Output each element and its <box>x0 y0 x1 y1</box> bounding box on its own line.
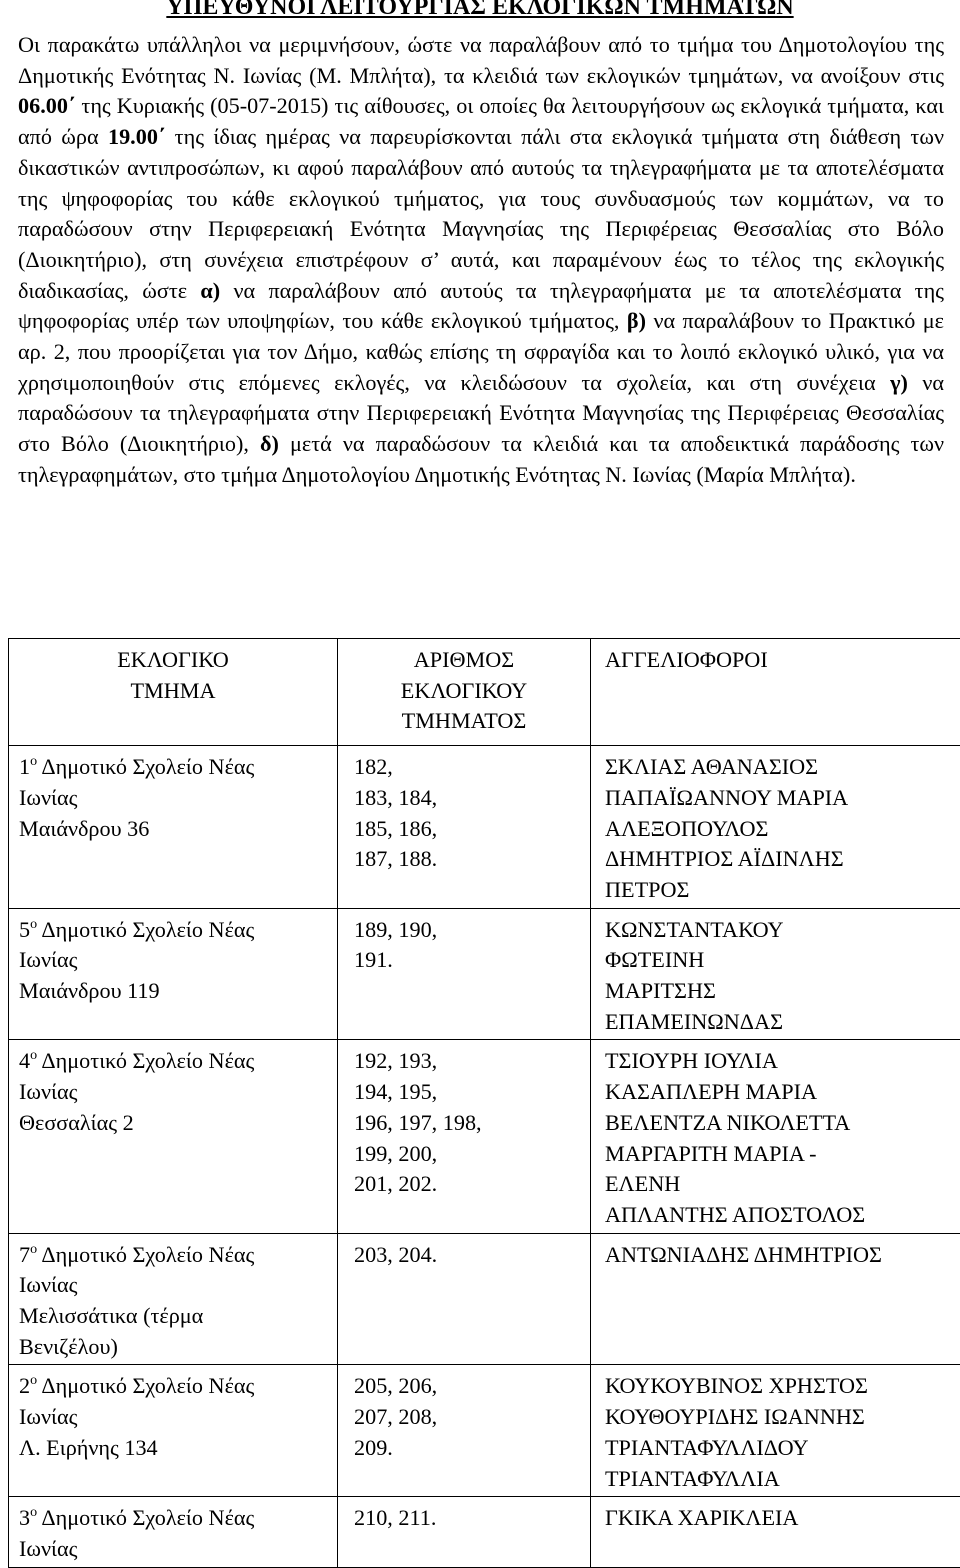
school-name: $4^o$ Δημοτικό Σχολείο Νέας <box>19 1046 329 1077</box>
polling-stations-table <box>8 638 960 1568</box>
messenger-name-line: ΒΕΛΕΝΤΖΑ ΝΙΚΟΛΕΤΤΑ <box>605 1108 960 1139</box>
messengers-cell <box>591 1040 960 1233</box>
table-header-row <box>9 639 960 746</box>
table-row <box>9 908 960 1040</box>
station-number-line: 189, 190, <box>354 915 582 946</box>
school-address-line: Θεσσαλίας 2 <box>19 1108 329 1139</box>
school-name: $3^o$ Δημοτικό Σχολείο Νέας <box>19 1503 329 1534</box>
school-address-line: Μαιάνδρου 119 <box>19 976 329 1007</box>
table-row <box>9 1233 960 1365</box>
table-row <box>9 1497 960 1567</box>
messengers-cell <box>591 908 960 1040</box>
messenger-name-line: ΜΑΡΓΑΡΙΤΗ ΜΑΡΙΑ - <box>605 1139 960 1170</box>
station-number-line: 191. <box>354 945 582 976</box>
station-number-line: 196, 197, 198, <box>354 1108 582 1139</box>
station-numbers-cell <box>338 746 591 909</box>
station-number-line: 205, 206, <box>354 1371 582 1402</box>
school-address-line: Ιωνίας <box>19 1270 329 1301</box>
table-row <box>9 746 960 909</box>
header-messengers: ΑΓΓΕΛΙΟΦΟΡΟΙ <box>591 639 960 746</box>
school-name: $5^o$ Δημοτικό Σχολείο Νέας <box>19 915 329 946</box>
messengers-cell <box>591 1233 960 1365</box>
station-number-line: 199, 200, <box>354 1139 582 1170</box>
station-numbers-cell <box>338 1040 591 1233</box>
station-number-line: 209. <box>354 1433 582 1464</box>
station-number-line: 201, 202. <box>354 1169 582 1200</box>
school-address-line: Βενιζέλου) <box>19 1332 329 1363</box>
station-number-line: 187, 188. <box>354 844 582 875</box>
station-number-line: 192, 193, <box>354 1046 582 1077</box>
messenger-name-line: ΤΡΙΑΝΤΑΦΥΛΛΙΑ <box>605 1464 960 1495</box>
polling-station-cell <box>9 1040 338 1233</box>
school-address-line: Λ. Ειρήνης 134 <box>19 1433 329 1464</box>
messenger-name-line: ΑΛΕΞΟΠΟΥΛΟΣ <box>605 814 960 845</box>
messenger-name-line: ΑΝΤΩΝΙΑΔΗΣ ΔΗΜΗΤΡΙΟΣ <box>605 1240 960 1271</box>
school-address-line: Ιωνίας <box>19 783 329 814</box>
messenger-name-line: ΓΚΙΚΑ ΧΑΡΙΚΛΕΙΑ <box>605 1503 960 1534</box>
messenger-name-line: ΕΛΕΝΗ <box>605 1169 960 1200</box>
header-polling-station: ΕΚΛΟΓΙΚΟ ΤΜΗΜΑ <box>9 639 338 746</box>
messengers-cell <box>591 1365 960 1497</box>
instructions-paragraph: Οι παρακάτω υπάλληλοι να μεριμνήσουν, ώστε να παραλάβουν από το τμήμα του Δημοτολογίου της Δημοτικής Ενότητας Ν. Ιωνίας (Μ. Μπλήτα), τα κλειδιά των εκλογικών τμημάτων, να ανοίξουν στις 06.00΄ της Κυριακής (05-07-2015) τις αίθουσες, οι οποίες θα λειτουργήσουν ως εκλογικά τμήματα, και από ώρα 19.00΄ της ίδιας ημέρας να παρευρίσκονται πάλι στα εκλογικά τμήματα στη διάθεση των δικαστικών αντιπροσώπων, κι αφού παραλάβουν από αυτούς τα τηλεγραφήματα με τα αποτελέσματα της ψηφοφορίας του κάθε εκλογικού τμήματος, για τους συνδυασμούς των κομμάτων, να το παραδώσουν στην Περιφερειακή Ενότητα Μαγνησίας της Περιφέρειας Θεσσαλίας στο Βόλο (Διοικητήριο), στη συνέχεια επιστρέφουν σ’ αυτά, και παραμένουν έως το τέλος της εκλογικής διαδικασίας, ώστε α) να παραλάβουν από αυτούς τα τηλεγραφήματα με τα αποτελέσματα της ψηφοφορίας υπέρ των υποψηφίων, του κάθε εκλογικού τμήματος, β) να παραλάβουν το Πρακτικό με αρ. 2, που προορίζεται για τον Δήμο, καθώς επίσης τη σφραγίδα και το λοιπό εκλογικό υλικό, για να χρησιμοποιηθούν στις επόμενες εκλογές, να κλειδώσουν τα σχολεία, και στη συνέχεια γ) να παραδώσουν τα τηλεγραφήματα στην Περιφερειακή Ενότητα Μαγνησίας της Περιφέρειας Θεσσαλίας στο Βόλο (Διοικητήριο), δ) μετά να παραδώσουν τα κλειδιά και τα αποδεικτικά παράδοσης των τηλεγραφημάτων, στο τμήμα Δημοτολογίου Δημοτικής Ενότητας Ν. Ιωνίας (Μαρία Μπλήτα). <box>18 30 944 491</box>
station-number-line: 194, 195, <box>354 1077 582 1108</box>
station-numbers-cell <box>338 1497 591 1567</box>
messenger-name-line: ΚΑΣΑΠΛΕΡΗ ΜΑΡΙΑ <box>605 1077 960 1108</box>
school-address-line: Ιωνίας <box>19 945 329 976</box>
messenger-name-line: ΚΩΝΣΤΑΝΤΑΚΟΥ <box>605 915 960 946</box>
messenger-name-line: ΚΟΥΘΟΥΡΙΔΗΣ ΙΩΑΝΝΗΣ <box>605 1402 960 1433</box>
header-station-number: ΑΡΙΘΜΟΣ ΕΚΛΟΓΙΚΟΥ ΤΜΗΜΑΤΟΣ <box>338 639 591 746</box>
polling-station-cell <box>9 1233 338 1365</box>
polling-station-cell <box>9 746 338 909</box>
table-row <box>9 1365 960 1497</box>
messenger-name-line: ΠΕΤΡΟΣ <box>605 875 960 906</box>
messenger-name-line: ΜΑΡΙΤΣΗΣ <box>605 976 960 1007</box>
messenger-name-line: ΠΑΠΑΪΩΑΝΝΟΥ ΜΑΡΙΑ <box>605 783 960 814</box>
school-address-line: Ιωνίας <box>19 1534 329 1565</box>
polling-station-cell <box>9 908 338 1040</box>
messenger-name-line: ΦΩΤΕΙΝΗ <box>605 945 960 976</box>
station-numbers-cell <box>338 1233 591 1365</box>
school-name: $1^o$ Δημοτικό Σχολείο Νέας <box>19 752 329 783</box>
messenger-name-line: ΣΚΛΙΑΣ ΑΘΑΝΑΣΙΟΣ <box>605 752 960 783</box>
messenger-name-line: ΤΡΙΑΝΤΑΦΥΛΛΙΔΟΥ <box>605 1433 960 1464</box>
polling-station-cell <box>9 1365 338 1497</box>
school-address-line: Ιωνίας <box>19 1077 329 1108</box>
station-number-line: 182, <box>354 752 582 783</box>
messenger-name-line: ΕΠΑΜΕΙΝΩΝΔΑΣ <box>605 1007 960 1038</box>
school-address-line: Μαιάνδρου 36 <box>19 814 329 845</box>
school-address-line: Μελισσάτικα (τέρμα <box>19 1301 329 1332</box>
station-number-line: 210, 211. <box>354 1503 582 1534</box>
messenger-name-line: ΔΗΜΗΤΡΙΟΣ ΑΪΔΙΝΛΗΣ <box>605 844 960 875</box>
messengers-cell <box>591 1497 960 1567</box>
messenger-name-line: ΤΣΙΟΥΡΗ ΙΟΥΛΙΑ <box>605 1046 960 1077</box>
polling-station-cell <box>9 1497 338 1567</box>
station-number-line: 207, 208, <box>354 1402 582 1433</box>
station-number-line: 183, 184, <box>354 783 582 814</box>
school-name: $7^o$ Δημοτικό Σχολείο Νέας <box>19 1240 329 1271</box>
messenger-name-line: ΚΟΥΚΟΥΒΙΝΟΣ ΧΡΗΣΤΟΣ <box>605 1371 960 1402</box>
document-heading: ΥΠΕΥΘΥΝΟΙ ΛΕΙΤΟΥΡΓΙΑΣ ΕΚΛΟΓΙΚΩΝ ΤΜΗΜΑΤΩΝ <box>0 0 960 23</box>
table-row <box>9 1040 960 1233</box>
school-name: $2^o$ Δημοτικό Σχολείο Νέας <box>19 1371 329 1402</box>
messenger-name-line: ΑΠΛΑΝΤΗΣ ΑΠΟΣΤΟΛΟΣ <box>605 1200 960 1231</box>
station-number-line: 185, 186, <box>354 814 582 845</box>
messengers-cell <box>591 746 960 909</box>
station-numbers-cell <box>338 908 591 1040</box>
station-number-line: 203, 204. <box>354 1240 582 1271</box>
station-numbers-cell <box>338 1365 591 1497</box>
school-address-line: Ιωνίας <box>19 1402 329 1433</box>
